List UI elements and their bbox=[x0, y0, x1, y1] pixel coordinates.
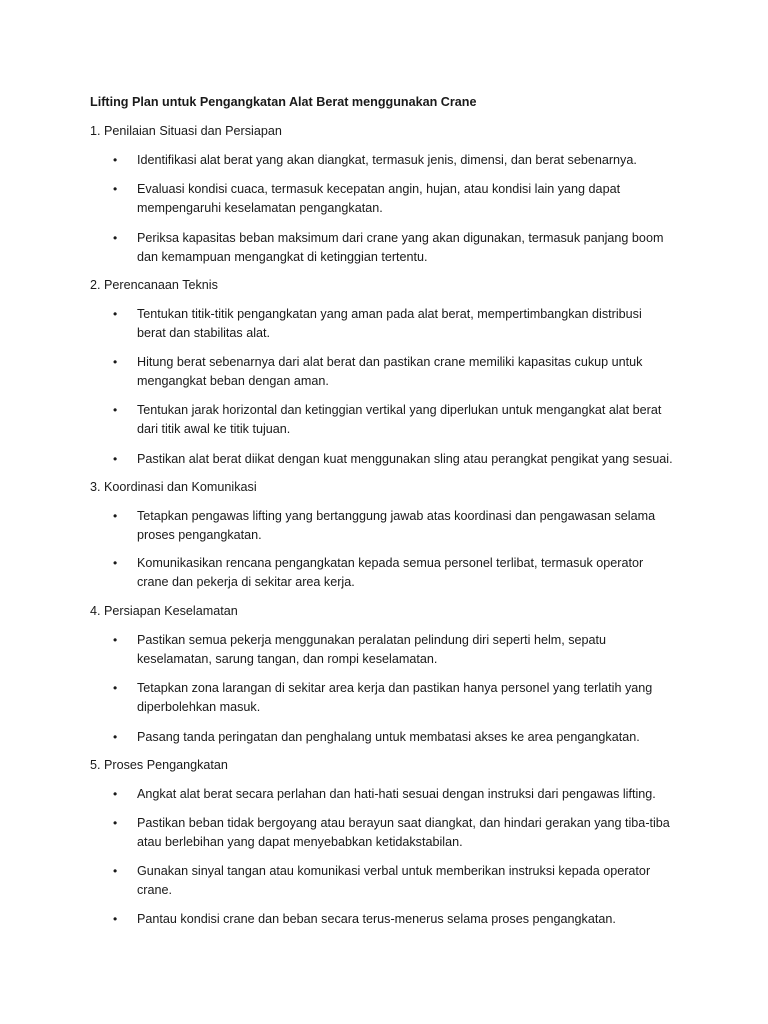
list-item-text: dan kemampuan mengangkat di ketinggian tertentu. bbox=[137, 250, 428, 264]
list-item-text: dari titik awal ke titik tujuan. bbox=[137, 422, 291, 436]
list-item-text: crane dan pekerja di sekitar area kerja. bbox=[137, 575, 355, 589]
list-item-text: Pastikan semua pekerja menggunakan peralatan pelindung diri seperti helm, sepatu bbox=[137, 633, 607, 647]
list-item-text: mengangkat beban dengan aman. bbox=[137, 374, 329, 388]
section-heading: 1. Penilaian Situasi dan Persiapan bbox=[90, 124, 282, 138]
list-item-text: Pastikan alat berat diikat dengan kuat menggunakan sling atau perangkat pengikat yang sesuai. bbox=[137, 452, 673, 466]
bullet-icon: • bbox=[113, 556, 118, 570]
section-heading: 5. Proses Pengangkatan bbox=[90, 758, 228, 772]
bullet-icon: • bbox=[113, 182, 118, 196]
list-item-text: Tentukan titik-titik pengangkatan yang aman pada alat berat, mempertimbangkan distribusi bbox=[137, 307, 642, 321]
bullet-icon: • bbox=[113, 787, 118, 801]
bullet-icon: • bbox=[113, 912, 118, 926]
bullet-icon: • bbox=[113, 730, 118, 744]
document-title: Lifting Plan untuk Pengangkatan Alat Berat menggunakan Crane bbox=[90, 95, 477, 109]
list-item-text: Pantau kondisi crane dan beban secara terus-menerus selama proses pengangkatan. bbox=[137, 912, 616, 926]
bullet-icon: • bbox=[113, 864, 118, 878]
list-item-text: crane. bbox=[137, 883, 173, 897]
bullet-icon: • bbox=[113, 633, 118, 647]
bullet-icon: • bbox=[113, 509, 118, 523]
list-item-text: keselamatan, sarung tangan, dan rompi keselamatan. bbox=[137, 652, 438, 666]
bullet-icon: • bbox=[113, 816, 118, 830]
list-item-text: Periksa kapasitas beban maksimum dari crane yang akan digunakan, termasuk panjang boom bbox=[137, 231, 664, 245]
list-item-text: Pasang tanda peringatan dan penghalang untuk membatasi akses ke area pengangkatan. bbox=[137, 730, 640, 744]
list-item-text: Tetapkan zona larangan di sekitar area kerja dan pastikan hanya personel yang terlatih yang bbox=[137, 681, 653, 695]
list-item-text: Tetapkan pengawas lifting yang bertanggung jawab atas koordinasi dan pengawasan selama bbox=[137, 509, 656, 523]
bullet-icon: • bbox=[113, 452, 118, 466]
list-item-text: mempengaruhi keselamatan pengangkatan. bbox=[137, 201, 383, 215]
list-item-text: Identifikasi alat berat yang akan diangkat, termasuk jenis, dimensi, dan berat sebenarnya. bbox=[137, 153, 637, 167]
section-heading: 4. Persiapan Keselamatan bbox=[90, 604, 238, 618]
section-heading: 2. Perencanaan Teknis bbox=[90, 278, 218, 292]
list-item-text: Tentukan jarak horizontal dan ketinggian vertikal yang diperlukan untuk mengangkat alat berat bbox=[137, 403, 662, 417]
list-item-text: Evaluasi kondisi cuaca, termasuk kecepatan angin, hujan, atau kondisi lain yang dapat bbox=[137, 182, 621, 196]
list-item-text: diperbolehkan masuk. bbox=[137, 700, 261, 714]
list-item-text: proses pengangkatan. bbox=[137, 528, 262, 542]
bullet-icon: • bbox=[113, 681, 118, 695]
bullet-icon: • bbox=[113, 153, 118, 167]
list-item-text: Gunakan sinyal tangan atau komunikasi verbal untuk memberikan instruksi kepada operator bbox=[137, 864, 651, 878]
list-item-text: Komunikasikan rencana pengangkatan kepada semua personel terlibat, termasuk operator bbox=[137, 556, 644, 570]
section-heading: 3. Koordinasi dan Komunikasi bbox=[90, 480, 257, 494]
bullet-icon: • bbox=[113, 231, 118, 245]
list-item-text: berat dan stabilitas alat. bbox=[137, 326, 271, 340]
bullet-icon: • bbox=[113, 355, 118, 369]
list-item-text: Pastikan beban tidak bergoyang atau berayun saat diangkat, dan hindari gerakan yang tiba-tiba bbox=[137, 816, 670, 830]
list-item-text: Hitung berat sebenarnya dari alat berat dan pastikan crane memiliki kapasitas cukup untuk bbox=[137, 355, 643, 369]
bullet-icon: • bbox=[113, 403, 118, 417]
list-item-text: atau berlebihan yang dapat menyebabkan ketidakstabilan. bbox=[137, 835, 463, 849]
bullet-icon: • bbox=[113, 307, 118, 321]
list-item-text: Angkat alat berat secara perlahan dan hati-hati sesuai dengan instruksi dari pengawas lifting. bbox=[137, 787, 656, 801]
